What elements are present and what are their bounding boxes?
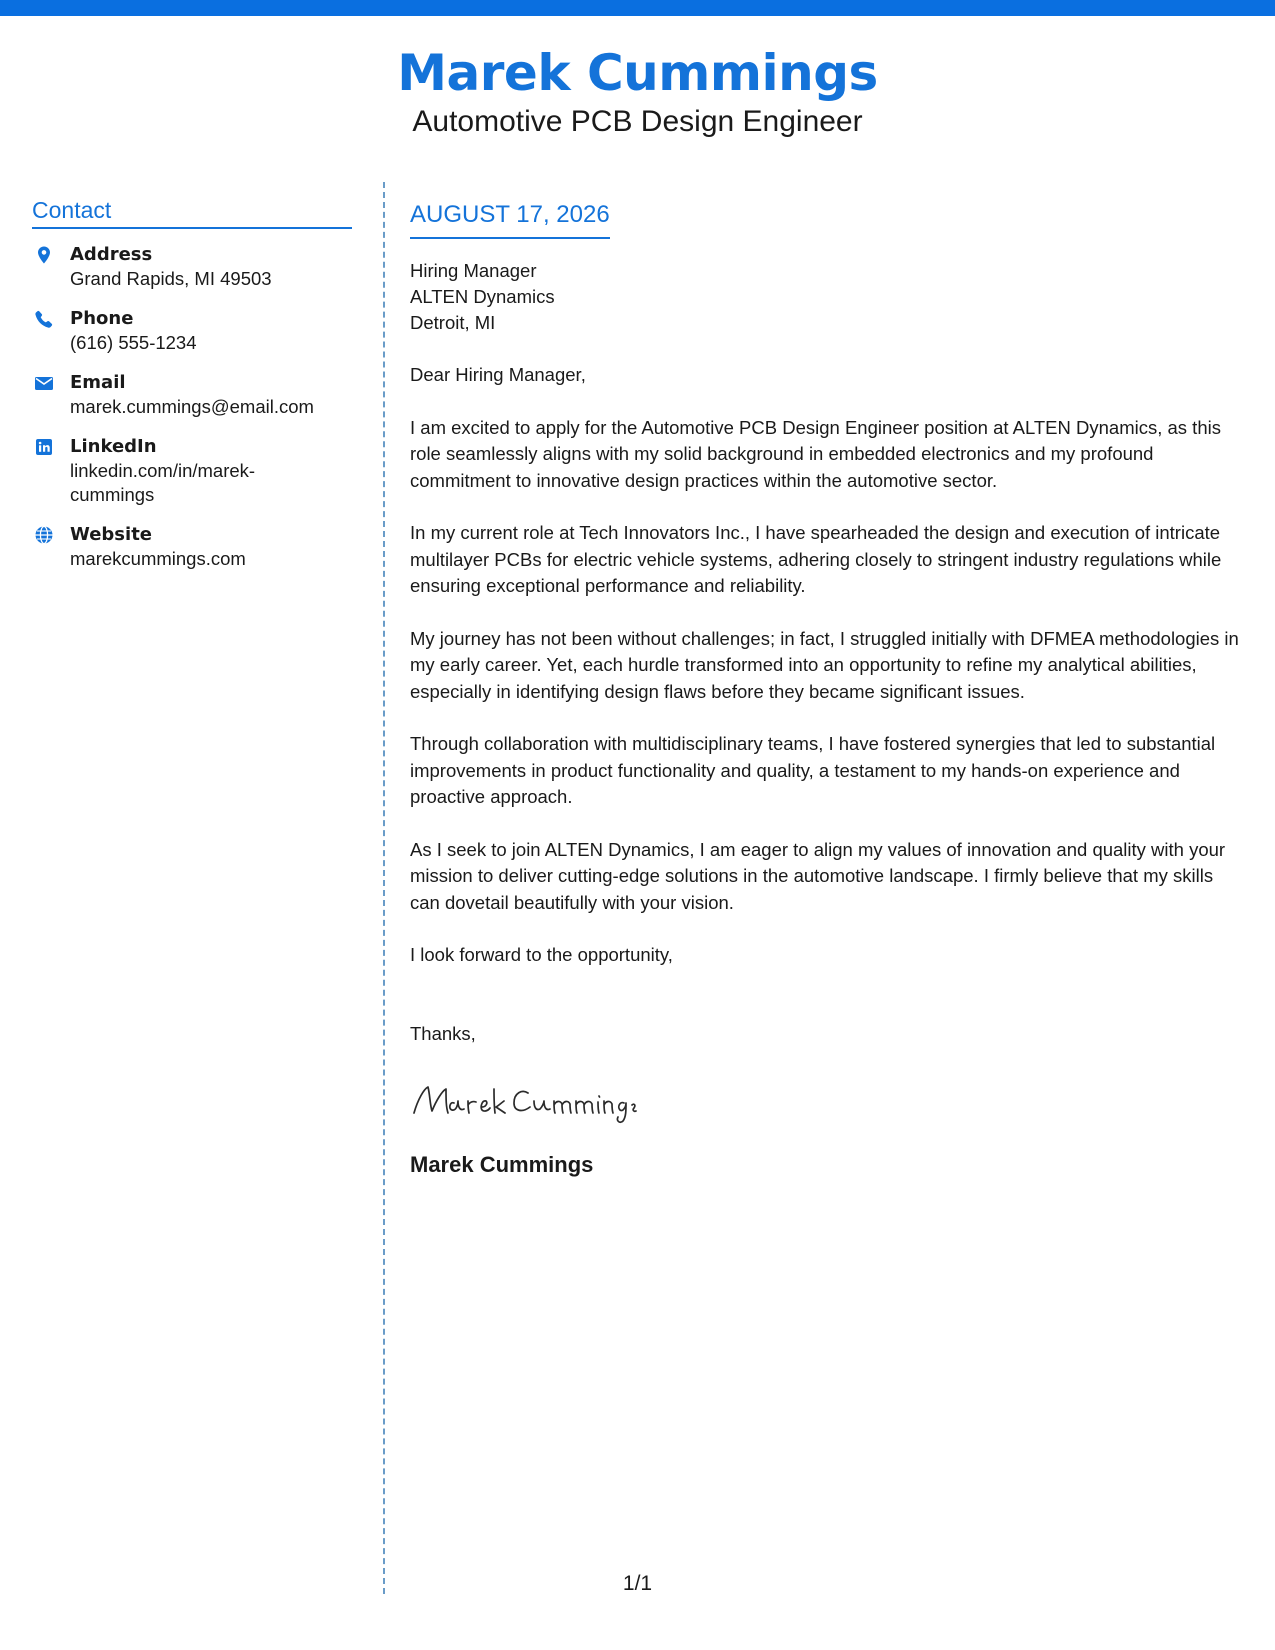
header: [0, 42, 1275, 140]
contact-item-email: [32, 371, 352, 419]
letter-paragraph: In my current role at Tech Innovators Inc., I have spearheaded the design and execution of intricate multilayer PCBs for electric vehicle systems, adhering closely to stringent industry regulations while ensuring exceptional performance and reliability.: [410, 522, 1222, 596]
contact-item-address: [32, 243, 352, 291]
column-divider: [383, 182, 385, 1594]
contact-label: LinkedIn: [70, 436, 157, 457]
contact-heading: Contact: [32, 196, 352, 229]
signer-name: Marek Cummings: [410, 1152, 594, 1177]
email-icon: [34, 373, 54, 393]
candidate-name: Marek Cummings: [397, 44, 878, 102]
sidebar: [32, 196, 352, 587]
recipient-line: Detroit, MI: [410, 312, 496, 333]
contact-label: Phone: [70, 308, 134, 329]
letter-body: [410, 199, 1240, 1179]
phone-value: (616) 555-1234: [70, 332, 197, 353]
address-value: Grand Rapids, MI 49503: [70, 268, 272, 289]
linkedin-value: linkedin.com/in/marek-cummings: [70, 460, 256, 505]
contact-label: Email: [70, 372, 126, 393]
contact-item-phone: [32, 307, 352, 355]
contact-item-website: [32, 523, 352, 571]
handwritten-signature: [410, 1077, 670, 1127]
letter-date: AUGUST 17, 2026: [410, 199, 610, 239]
letter-paragraph: I am excited to apply for the Automotive PCB Design Engineer position at ALTEN Dynamics, as this role seamlessly aligns with my solid background in embedded electronics and my profound commitment to innovative design practices within the automotive sector.: [410, 416, 1221, 491]
contact-item-linkedin: [32, 435, 352, 507]
contact-label: Website: [70, 524, 153, 545]
contact-list: [32, 243, 352, 571]
top-accent-bar: [0, 0, 1275, 16]
map-pin-icon: [34, 245, 54, 265]
phone-icon: [34, 309, 54, 329]
letter-paragraph: My journey has not been without challenges; in fact, I struggled initially with DFMEA methodologies in my early career. Yet, each hurdle transformed into an opportunity to refine my analytical abilities, especially in identifying design flaws before they became significant issues.: [410, 627, 1239, 702]
recipient-block: [410, 258, 1240, 336]
website-value: marekcummings.com: [70, 548, 246, 569]
closing-line: I look forward to the opportunity,: [410, 944, 673, 965]
letter-paragraph: Through collaboration with multidisciplinary teams, I have fostered synergies that led to substantial improvements in product functionality and quality, a testament to my hands-on experience and proactive approach.: [410, 733, 1216, 807]
globe-icon: [34, 525, 54, 545]
recipient-line: Hiring Manager: [410, 260, 537, 281]
linkedin-icon: [34, 437, 54, 457]
contact-label: Address: [70, 244, 153, 265]
sign-off: Thanks,: [410, 1022, 476, 1044]
salutation: Dear Hiring Manager,: [410, 364, 586, 385]
letter-paragraph: As I seek to join ALTEN Dynamics, I am eager to align my values of innovation and quality with your mission to deliver cutting-edge solutions in the automotive landscape. I firmly believe that my skills can dovetail beautifully with your vision.: [410, 838, 1226, 913]
email-value: marek.cummings@email.com: [70, 396, 314, 417]
job-title: Automotive PCB Design Engineer: [412, 105, 863, 138]
recipient-line: ALTEN Dynamics: [410, 286, 555, 307]
page-number: 1/1: [622, 1572, 653, 1595]
